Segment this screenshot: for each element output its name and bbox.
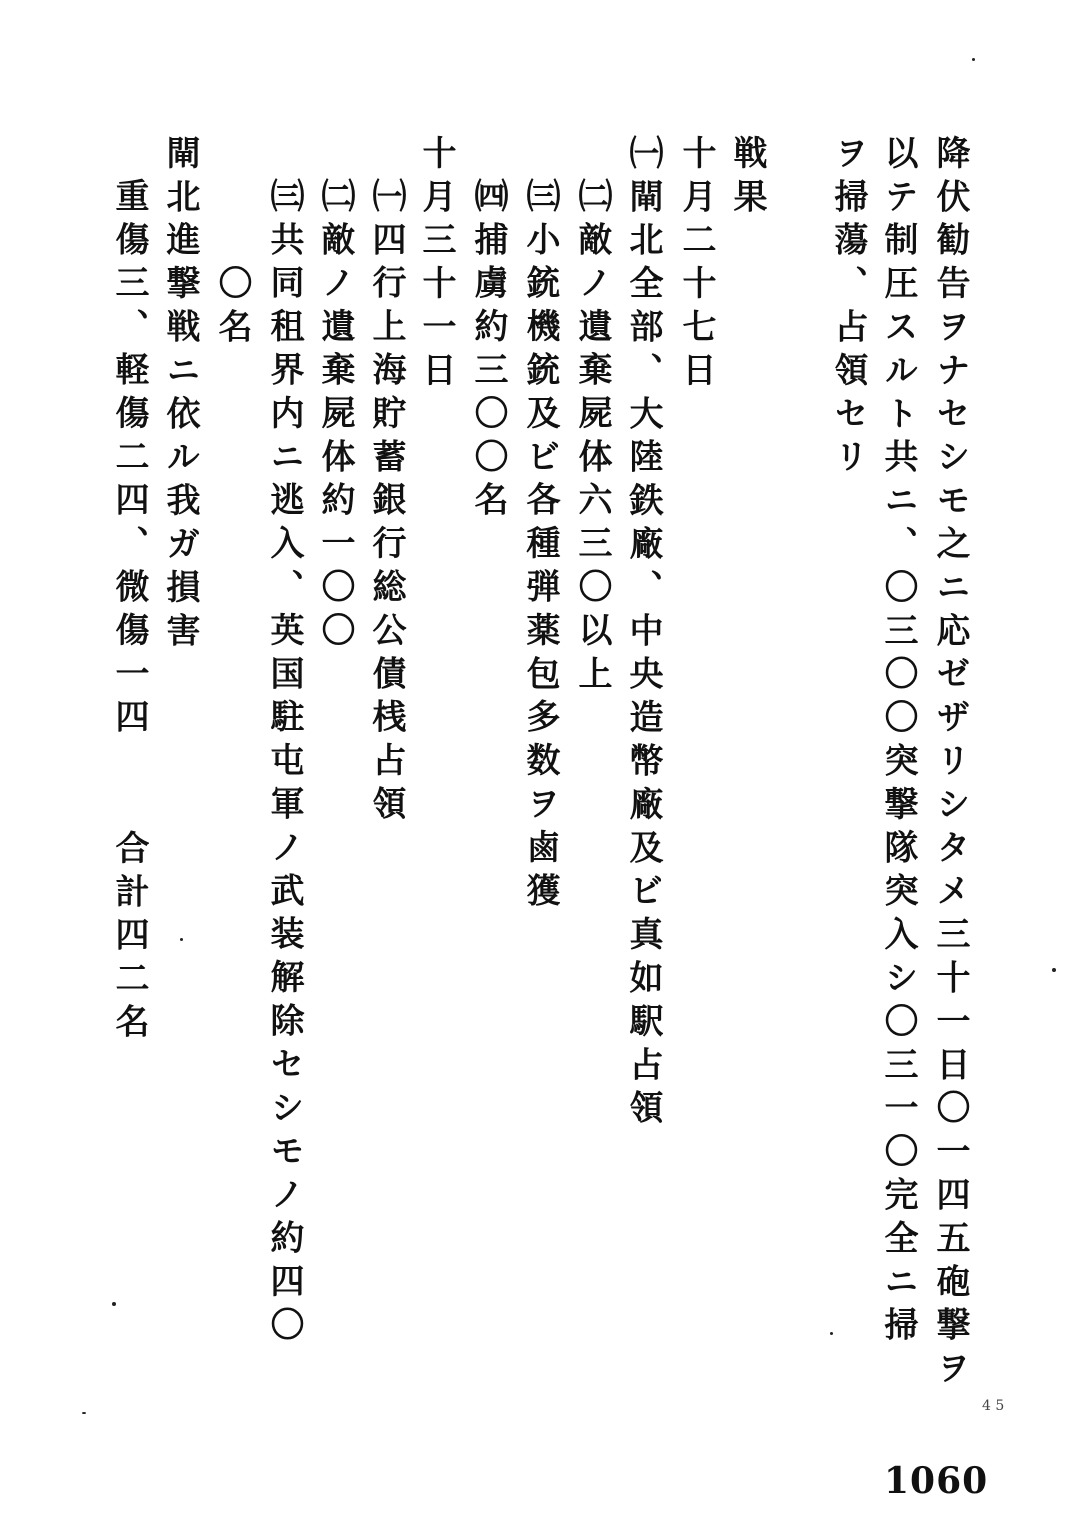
date-heading-2: 十月三十一日 <box>416 135 456 396</box>
result-item-4: ㈣捕虜約三〇〇名 <box>468 178 508 526</box>
result-item-2: ㈡敵ノ遺棄屍体六三〇以上 <box>572 178 612 699</box>
scan-speck <box>1052 968 1056 972</box>
result-item-5: ㈠四行上海貯蓄銀行総公債桟占領 <box>366 178 406 829</box>
scan-speck <box>972 58 975 61</box>
result-item-6: ㈡敵ノ遺棄屍体約一〇〇 <box>315 178 355 656</box>
result-item-1: ㈠閘北全部、大陸鉄廠、中央造幣廠及ビ真如駅占領 <box>623 135 663 1134</box>
loss-total: 合計四二名 <box>109 830 149 1047</box>
text-column-3: ヲ掃蕩、占領セリ <box>828 135 868 483</box>
loss-details: 重傷三、軽傷二四、微傷一四 <box>109 178 149 743</box>
section-heading: 戦果 <box>727 135 767 222</box>
scan-speck <box>180 938 183 941</box>
scan-speck <box>830 1332 833 1335</box>
result-item-7-continued: 〇名 <box>212 265 252 352</box>
result-item-3: ㈢小銃機銃及ビ各種弾薬包多数ヲ鹵獲 <box>520 178 560 916</box>
scan-speck <box>82 1412 86 1414</box>
result-item-7: ㈢共同租界内ニ逃入、英国駐屯軍ノ武装解除セシモノ約四〇 <box>264 178 304 1350</box>
date-heading-1: 十月二十七日 <box>676 135 716 396</box>
text-column-1: 降伏勧告ヲナセシモ之ニ応ゼザリシタメ三十一日〇一四五砲撃ヲ <box>930 135 970 1394</box>
scan-speck <box>112 1302 116 1306</box>
page-number: 1060 <box>884 1460 989 1502</box>
text-column-2: 以テ制圧スルト共ニ、〇三〇〇突撃隊突入シ〇三一〇完全ニ掃 <box>878 135 918 1351</box>
margin-mark: 4 5 <box>982 1398 1005 1414</box>
loss-heading: 閘北進撃戦ニ依ル我ガ損害 <box>160 135 200 656</box>
